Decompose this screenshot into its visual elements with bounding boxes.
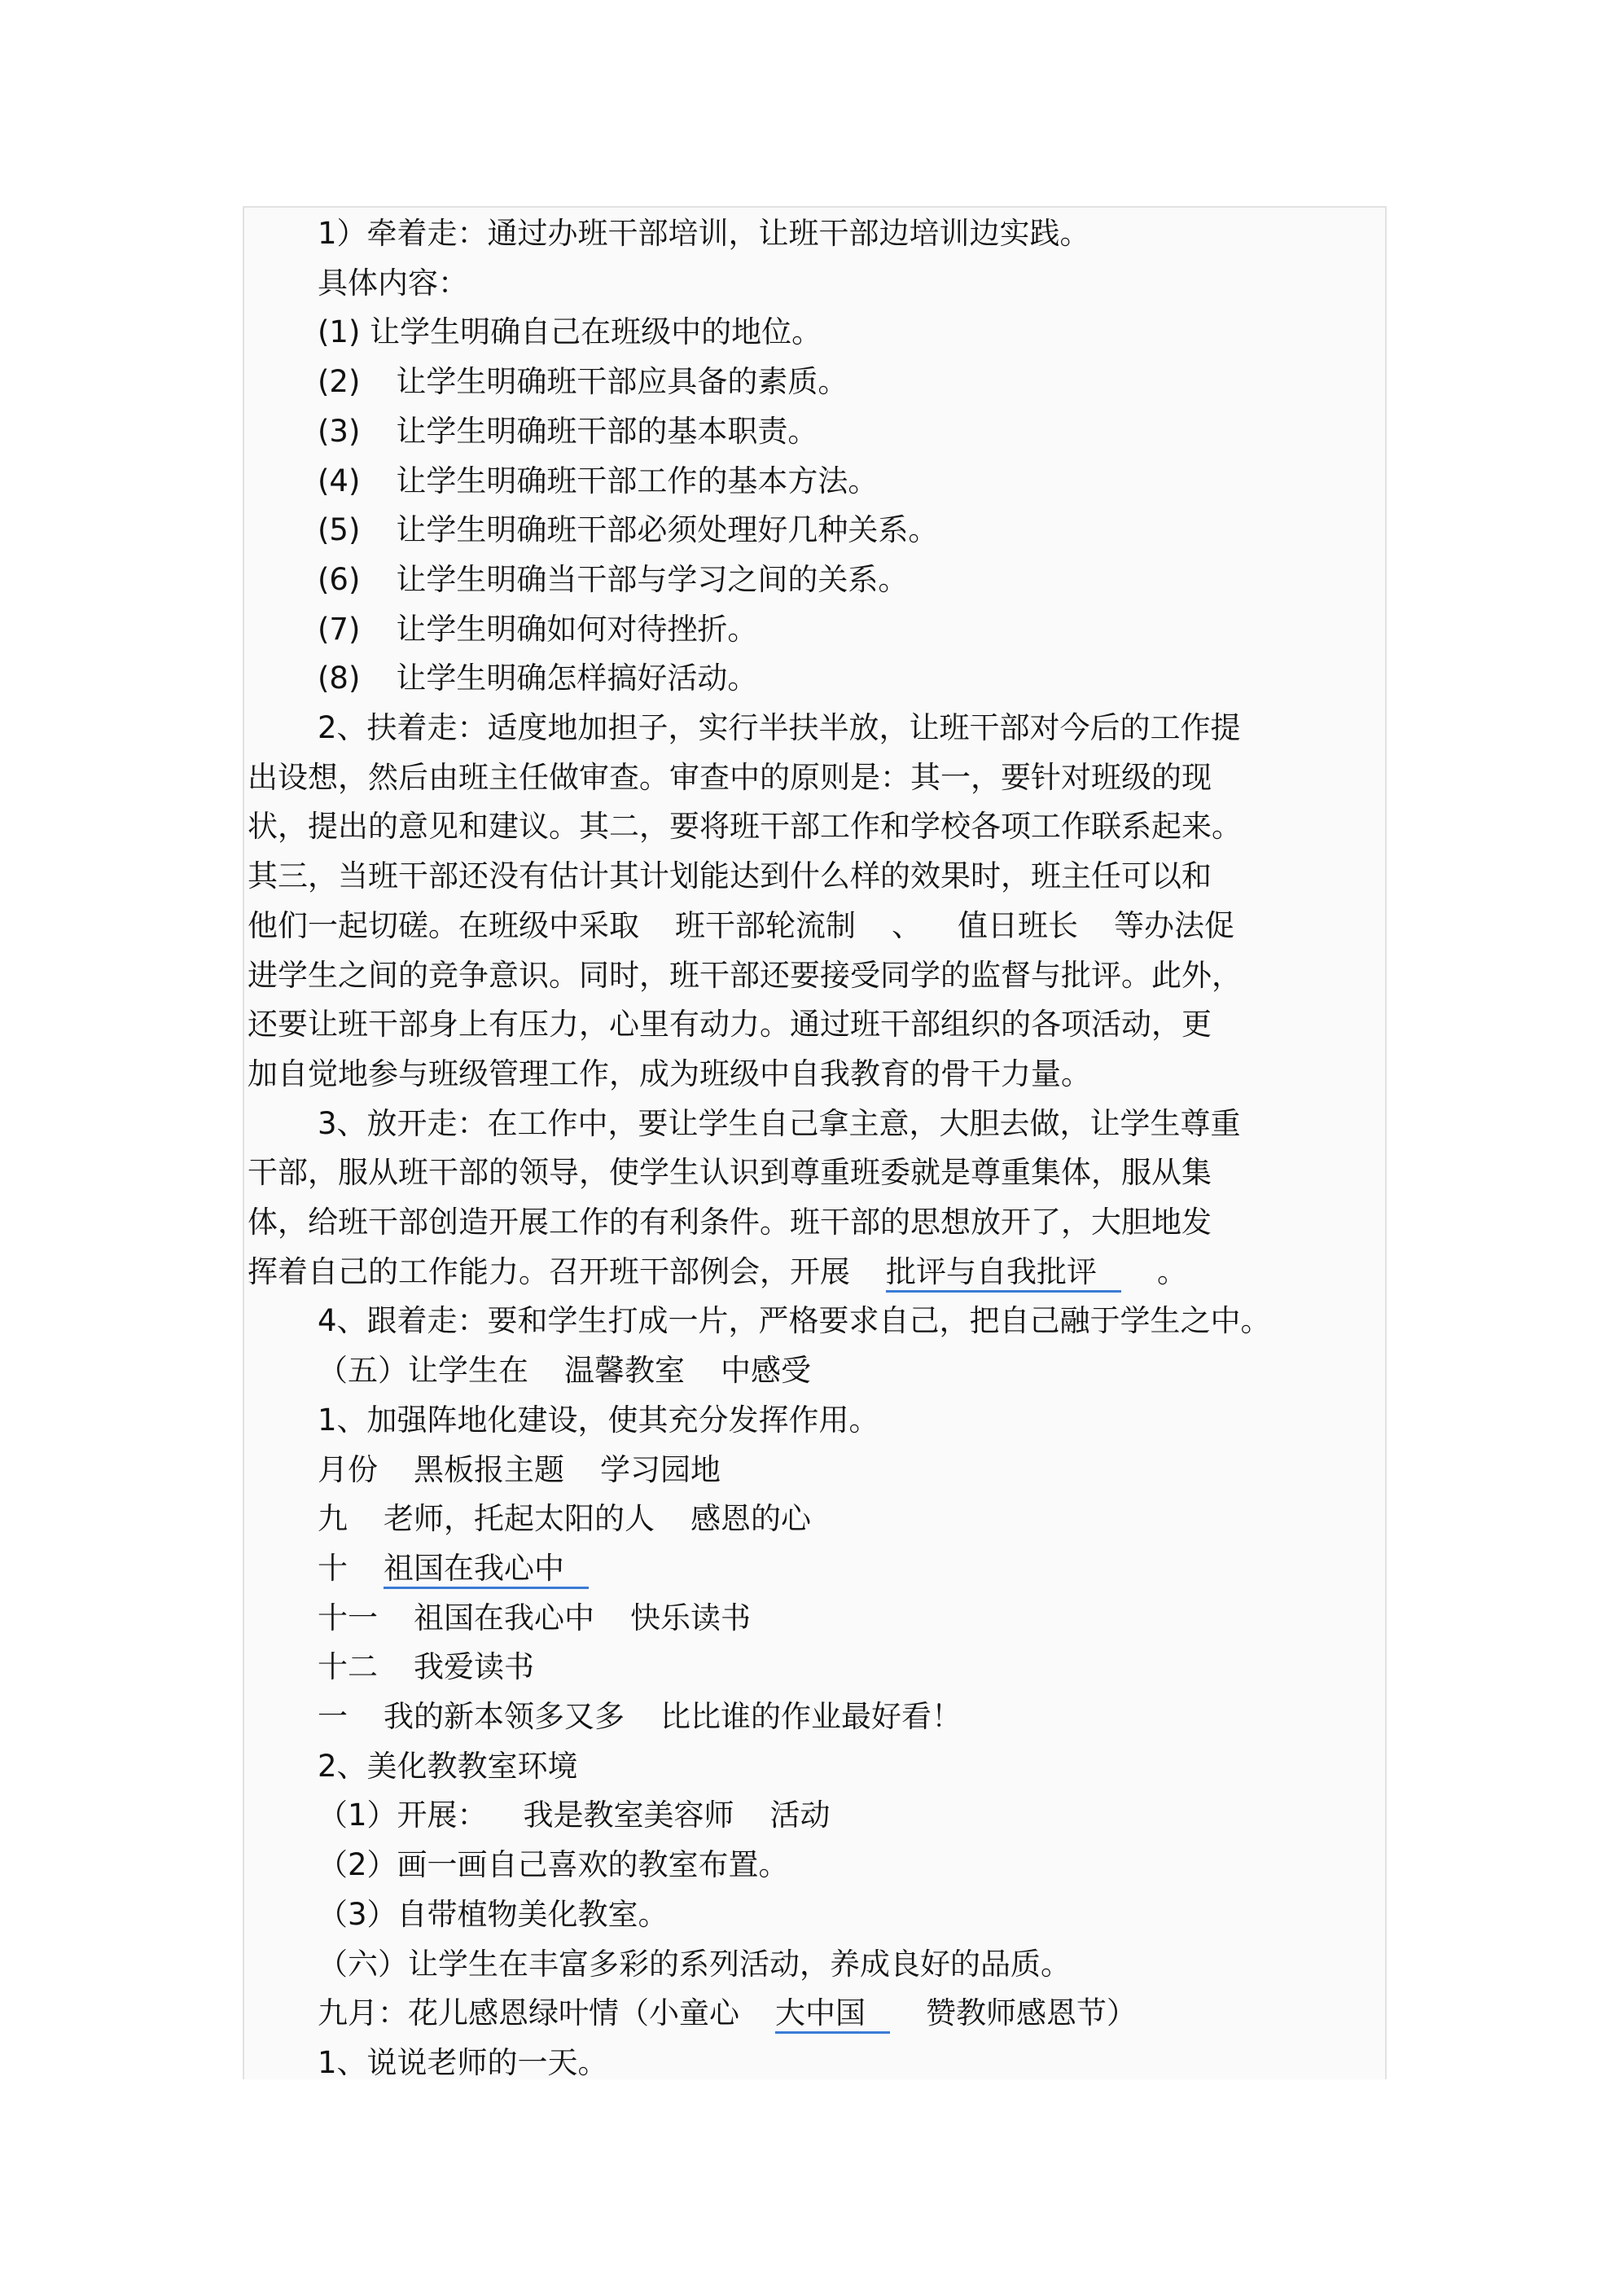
text-segment: 温馨教室 [564,1353,685,1389]
text-segment: 体，给班干部创造开展工作的有利条件。班干部的思想放开了，大胆地发 [248,1205,1212,1240]
text-line [318,1897,669,1933]
text-segment: 黑板报主题 [414,1451,564,1487]
text-line [248,1155,1212,1191]
text-segment: 十 [318,1550,348,1586]
text-line [248,858,1212,894]
text-line [318,1106,1241,1142]
text-line [318,463,878,499]
text-segment: 状，提出的意见和建议。其二，要将班干部工作和学校各项工作联系起来。 [248,809,1242,845]
text-segment: 让学生明确班干部的基本职责。 [396,413,818,449]
text-segment: 挥着自己的工作能力。召开班干部例会，开展 [248,1253,850,1289]
text-line [318,1649,534,1685]
text-line [318,364,848,400]
text-segment: 4、跟着走：要和学生打成一片，严格要求自己，把自己融于学生之中。 [318,1303,1271,1339]
text-segment: 其三，当班干部还没有估计其计划能达到什么样的效果时，班主任可以和 [248,858,1212,894]
text-segment: 感恩的心 [690,1501,811,1537]
text-segment: (6) [318,561,361,597]
text-segment: （六）让学生在丰富多彩的系列活动，养成良好的品质。 [318,1946,1071,1982]
text-line [318,1600,751,1636]
text-line [248,1056,1091,1092]
text-line [248,908,1234,944]
text-line [248,1254,1187,1290]
text-line [318,1798,831,1833]
text-line [318,1452,721,1488]
text-segment: 一 [318,1699,348,1734]
text-line [318,512,938,548]
text-segment: 3、放开走：在工作中，要让学生自己拿主意，大胆去做，让学生尊重 [318,1105,1241,1141]
text-segment: (8) [318,661,361,696]
text-segment: （1）开展： [318,1798,488,1833]
text-segment: 十一 [318,1600,378,1635]
text-line [318,1551,589,1587]
text-segment: 等办法促 [1114,907,1234,943]
text-segment: （3）自带植物美化教室。 [318,1896,669,1932]
text-segment: 赞教师感恩节） [926,1995,1137,2031]
text-line [318,1699,962,1735]
text-line [318,216,1090,252]
text-line [318,266,468,301]
text-segment: 班干部轮流制 [675,907,856,943]
text-segment: 让学生明确班干部必须处理好几种关系。 [396,512,939,548]
underlined-text: 祖国在我心中 [384,1551,589,1589]
text-segment: 1、加强阵地化建设，使其充分发挥作用。 [318,1402,879,1438]
document-page [243,206,1387,2079]
text-line [318,710,1241,746]
text-line [318,661,757,696]
text-segment: 九 [318,1501,348,1537]
text-line [318,414,818,450]
text-line [248,760,1212,796]
text-segment: 月份 [318,1451,378,1487]
text-segment: 值日班长 [958,907,1078,943]
text-segment: 让学生明确如何对待挫折。 [396,611,758,647]
text-segment: 让学生明确班干部工作的基本方法。 [396,463,879,498]
text-segment: 2、美化教教室环境 [318,1748,578,1784]
text-line [248,958,1242,994]
text-segment: 还要让班干部身上有压力，心里有动力。通过班干部组织的各项活动，更 [248,1007,1212,1043]
text-line [318,1847,789,1883]
text-segment: 让学生明确怎样搞好活动。 [396,661,758,696]
text-segment: 九月：花儿感恩绿叶情（小童心 [318,1995,739,2031]
text-segment: 十二 [318,1649,378,1685]
text-line [318,562,908,598]
text-segment: 具体内容： [318,265,468,301]
text-line [318,1403,879,1438]
text-line [318,612,757,648]
text-line [318,1995,1137,2031]
text-segment: 1、说说老师的一天。 [318,2044,608,2079]
text-line [318,1947,1071,1982]
text-line [318,1749,578,1785]
text-segment: 1）牵着走：通过办班干部培训，让班干部边培训边实践。 [318,216,1090,251]
text-segment: 。 [1157,1253,1187,1289]
text-line [318,314,822,350]
text-segment: 快乐读书 [630,1600,751,1635]
text-segment: 2、扶着走：适度地加担子，实行半扶半放，让班干部对今后的工作提 [318,710,1241,745]
text-segment: 学习园地 [600,1451,721,1487]
text-segment: 加自觉地参与班级管理工作，成为班级中自我教育的骨干力量。 [248,1056,1091,1091]
text-segment: （五）让学生在 [318,1353,528,1389]
text-segment: (3) [318,413,361,449]
text-segment: 出设想，然后由班主任做审查。审查中的原则是：其一，要针对班级的现 [248,759,1212,795]
text-segment: 进学生之间的竞争意识。同时，班干部还要接受同学的监督与批评。此外， [248,957,1242,993]
text-line [318,2045,608,2079]
text-segment: (5) [318,512,361,548]
text-segment: 中感受 [721,1353,811,1389]
underlined-text: 批评与自我批评 [886,1254,1121,1293]
text-segment: 老师，托起太阳的人 [384,1501,655,1537]
text-segment: 祖国在我心中 [414,1600,594,1635]
text-segment: 我是教室美容师 [523,1798,734,1833]
text-segment: 、 [892,907,922,943]
text-segment: 让学生明确当干部与学习之间的关系。 [396,561,909,597]
text-line [318,1303,1271,1339]
text-segment: 干部，服从班干部的领导，使学生认识到尊重班委就是尊重集体，服从集 [248,1155,1212,1191]
text-segment: （2）画一画自己喜欢的教室布置。 [318,1847,789,1883]
text-segment: 我的新本领多又多 [384,1699,625,1734]
text-segment: (2) [318,364,361,400]
text-line [318,1501,811,1537]
text-segment: 活动 [769,1798,831,1833]
text-segment: (7) [318,611,361,647]
text-line [248,1205,1212,1240]
text-segment: 我爱读书 [414,1649,534,1685]
text-line [248,809,1242,845]
text-line [248,1007,1212,1043]
underlined-text: 大中国 [775,1995,890,2034]
text-segment: 让学生明确班干部应具备的素质。 [396,364,848,400]
text-segment: 比比谁的作业最好看！ [660,1699,962,1734]
text-line [318,1353,811,1389]
text-segment: 他们一起切磋。在班级中采取 [248,907,639,943]
text-segment: (4) [318,463,361,498]
text-segment: (1) 让学生明确自己在班级中的地位。 [318,314,822,350]
